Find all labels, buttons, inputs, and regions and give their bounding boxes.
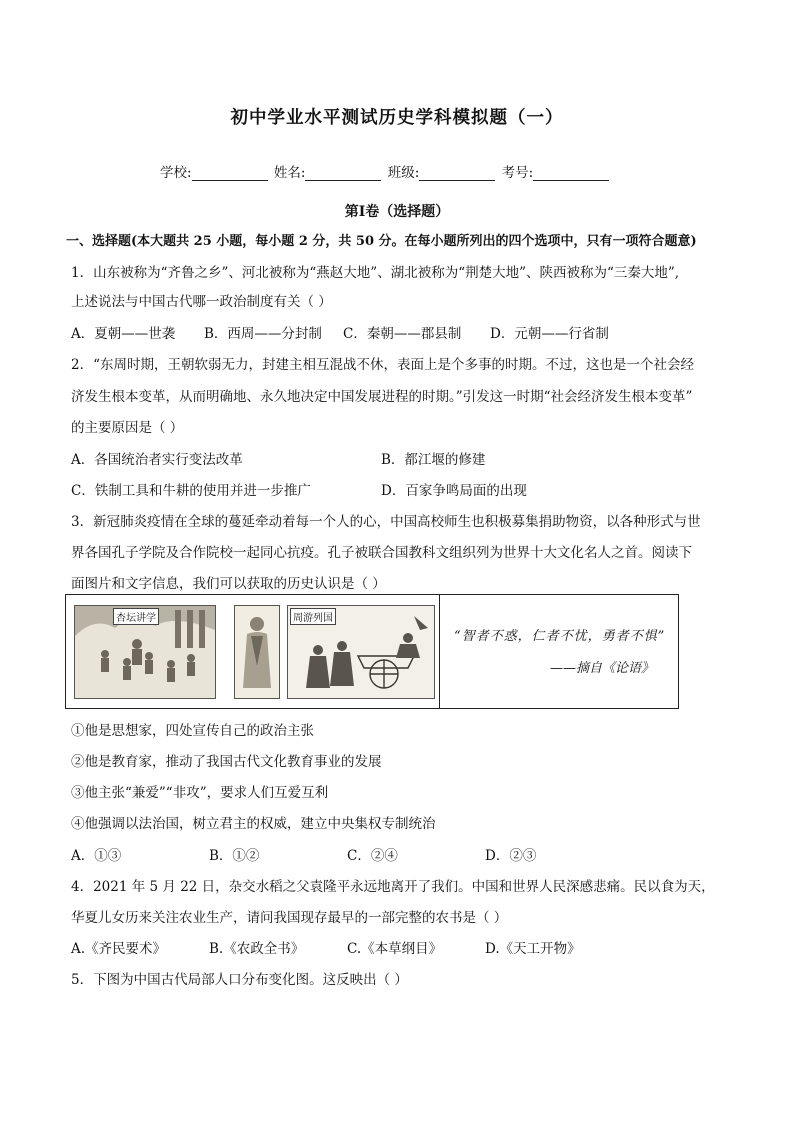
- q3-option-b[interactable]: B．①②: [209, 848, 260, 864]
- q2-stem-line3: 的主要原因是（ ）: [71, 420, 184, 436]
- q3-stem-line1: 3．新冠肺炎疫情在全球的蔓延牵动着每一个人的心，中国高校师生也积极募集捐助物资，以各种形式与世: [71, 514, 701, 530]
- class-label: 班级:: [387, 165, 420, 181]
- q1-stem-line2: 上述说法与中国古代哪一政治制度有关（ ）: [71, 294, 332, 310]
- q3-statement-1: ①他是思想家，四处宣传自己的政治主张: [71, 723, 314, 739]
- q4-option-a[interactable]: A.《齐民要术》: [71, 941, 167, 957]
- exam-no-blank[interactable]: [533, 166, 609, 181]
- section-instruction: 一、选择题(本大题共 25 小题，每小题 2 分，共 50 分。在每小题所列出的四个选项中，只有一项符合题意): [66, 234, 697, 249]
- q1-option-d[interactable]: D．元朝——行省制: [490, 326, 609, 342]
- q3-option-c[interactable]: C．②④: [347, 848, 398, 864]
- class-blank[interactable]: [419, 166, 495, 181]
- teaching-illustration: [74, 605, 216, 699]
- q1-option-b[interactable]: B．西周——分封制: [204, 326, 322, 342]
- q3-statement-2: ②他是教育家，推动了我国古代文化教育事业的发展: [71, 754, 382, 770]
- travel-label: 周游列国: [290, 608, 336, 625]
- q2-option-b[interactable]: B．都江堰的修建: [381, 452, 486, 468]
- q3-option-d[interactable]: D．②③: [485, 848, 537, 864]
- travel-illustration: [287, 605, 435, 699]
- q1-stem-line1: 1．山东被称为“齐鲁之乡”、河北被称为“燕赵大地”、湖北被称为“荆楚大地”、陕西被称为“三秦大地”,: [71, 265, 680, 281]
- teaching-label: 杏坛讲学: [113, 608, 159, 625]
- section-title: 第Ⅰ卷（选择题）: [344, 204, 450, 220]
- q2-option-a[interactable]: A．各国统治者实行变法改革: [71, 452, 243, 468]
- student-info-row: [160, 161, 611, 181]
- analects-quote: “智者不惑，仁者不忧，勇者不惧”: [454, 629, 666, 644]
- exam-title: 初中学业水平测试历史学科模拟题（一）: [230, 108, 564, 128]
- name-label: 姓名:: [273, 165, 306, 181]
- q2-stem-line2: 济发生根本变革，从而明确地、永久地决定中国发展进程的时期。”引发这一时期“社会经济发生根本变革”: [71, 389, 693, 405]
- q3-option-a[interactable]: A．①③: [71, 848, 122, 864]
- q4-option-d[interactable]: D.《天工开物》: [485, 941, 581, 957]
- school-label: 学校:: [160, 165, 192, 181]
- school-blank[interactable]: [192, 166, 268, 181]
- q1-option-c[interactable]: C．秦朝——郡县制: [343, 326, 462, 342]
- q5-stem-line1: 5．下图为中国古代局部人口分布变化图。这反映出（ ）: [71, 972, 408, 988]
- figure-divider: [439, 595, 440, 708]
- q2-stem-line1: 2．“东周时期，王朝软弱无力，封建主相互混战不休，表面上是个多事的时期。不过，这也是一个社会经: [71, 357, 694, 373]
- confucius-portrait: [234, 605, 280, 699]
- q3-statement-3: ③他主张“兼爱”“非攻”，要求人们互爱互利: [71, 785, 329, 801]
- q3-stem-line2: 界各国孔子学院及合作院校一起同心抗疫。孔子被联合国教科文组织列为世界十大文化名人之首。阅读下: [71, 545, 692, 561]
- portrait-icon: [235, 606, 279, 698]
- q3-statement-4: ④他强调以法治国，树立君主的权威，建立中央集权专制统治: [71, 816, 436, 832]
- q3-stem-line3: 面图片和文字信息，我们可以获取的历史认识是（ ）: [71, 576, 386, 592]
- q2-option-c[interactable]: C．铁制工具和牛耕的使用并进一步推广: [71, 483, 311, 499]
- q4-stem-line2: 华夏儿女历来关注农业生产，请问我国现存最早的一部完整的农书是（ ）: [71, 910, 508, 926]
- confucius-figure: [65, 594, 679, 709]
- q2-option-d[interactable]: D．百家争鸣局面的出现: [381, 483, 527, 499]
- analects-source: ——摘自《论语》: [550, 661, 655, 676]
- q4-option-b[interactable]: B.《农政全书》: [209, 941, 305, 957]
- q4-stem-line1: 4．2021 年 5 月 22 日，杂交水稻之父袁隆平永远地离开了我们。中国和世界人民深感悲痛。民以食为天，: [71, 879, 715, 895]
- exam-no-label: 考号:: [501, 165, 534, 181]
- name-blank[interactable]: [305, 166, 381, 181]
- q4-option-c[interactable]: C.《本草纲目》: [347, 941, 443, 957]
- q1-option-a[interactable]: A．夏朝——世袭: [71, 326, 176, 342]
